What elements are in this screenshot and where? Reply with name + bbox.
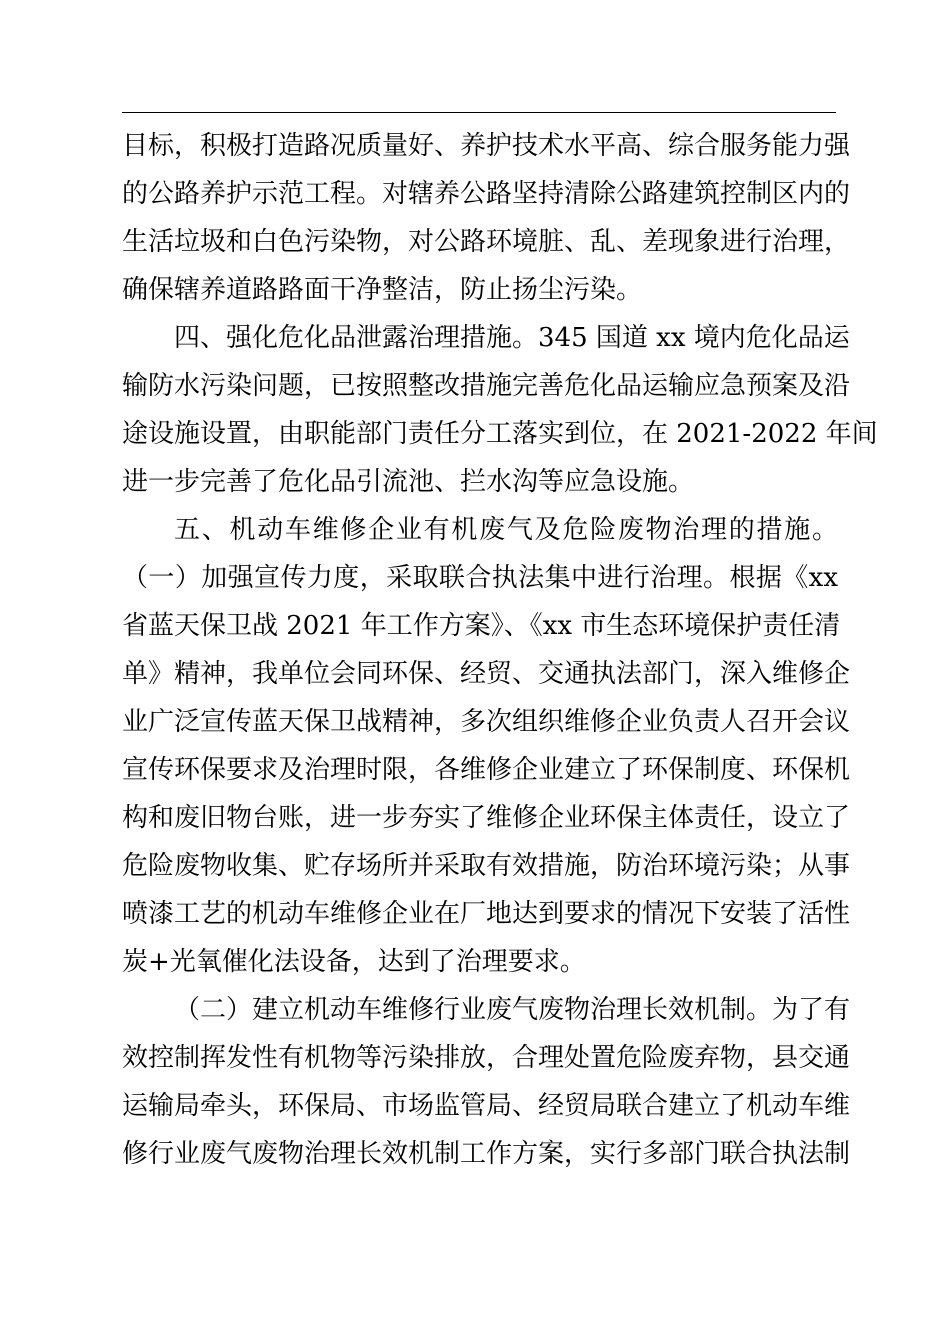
text-line: 效控制挥发性有机物等污染排放，合理处置危险废弃物，县交通 (122, 1043, 851, 1073)
text-line: 途设施设置，由职能部门责任分工落实到位，在 2021-2022 年间 (122, 419, 878, 449)
text-line: 构和废旧物台账，进一步夯实了维修企业环保主体责任，设立了 (122, 803, 851, 833)
text-line: 确保辖养道路路面干净整洁，防止扬尘污染。 (122, 275, 643, 305)
text-line: （一）加强宣传力度，采取联合执法集中进行治理。根据《xx (122, 563, 838, 593)
text-line: 修行业废气废物治理长效机制工作方案，实行多部门联合执法制 (122, 1139, 851, 1169)
text-line: 运输局牵头，环保局、市场监管局、经贸局联合建立了机动车维 (122, 1091, 851, 1121)
text-line: 输防水污染问题，已按照整改措施完善危化品运输应急预案及沿 (122, 371, 851, 401)
paragraph-heading-line: 四、强化危化品泄露治理措施。345 国道 xx 境内危化品运 (174, 323, 850, 353)
text-line: 炭+光氧催化法设备，达到了治理要求。 (122, 947, 586, 977)
text-line: 生活垃圾和白色污染物，对公路环境脏、乱、差现象进行治理， (122, 227, 851, 257)
text-line: 单》精神，我单位会同环保、经贸、交通执法部门，深入维修企 (122, 659, 851, 689)
text-line: 目标，积极打造路况质量好、养护技术水平高、综合服务能力强 (122, 131, 851, 161)
paragraph-heading-line: 五、机动车维修企业有机废气及危险废物治理的措施。 (174, 515, 838, 545)
text-line: 喷漆工艺的机动车维修企业在厂地达到要求的情况下安装了活性 (122, 899, 851, 929)
text-line: 宣传环保要求及治理时限，各维修企业建立了环保制度、环保机 (122, 755, 851, 785)
header-rule (122, 112, 836, 113)
paragraph-heading-line: （二）建立机动车维修行业废气废物治理长效机制。为了有 (174, 995, 851, 1025)
text-line: 的公路养护示范工程。对辖养公路坚持清除公路建筑控制区内的 (122, 179, 851, 209)
text-line: 业广泛宣传蓝天保卫战精神，多次组织维修企业负责人召开会议 (122, 707, 851, 737)
text-line: 进一步完善了危化品引流池、拦水沟等应急设施。 (122, 467, 695, 497)
text-line: 危险废物收集、贮存场所并采取有效措施，防治环境污染；从事 (122, 851, 851, 881)
text-line: 省蓝天保卫战 2021 年工作方案》、《xx 市生态环境保护责任清 (122, 611, 841, 641)
document-body (122, 122, 878, 1178)
